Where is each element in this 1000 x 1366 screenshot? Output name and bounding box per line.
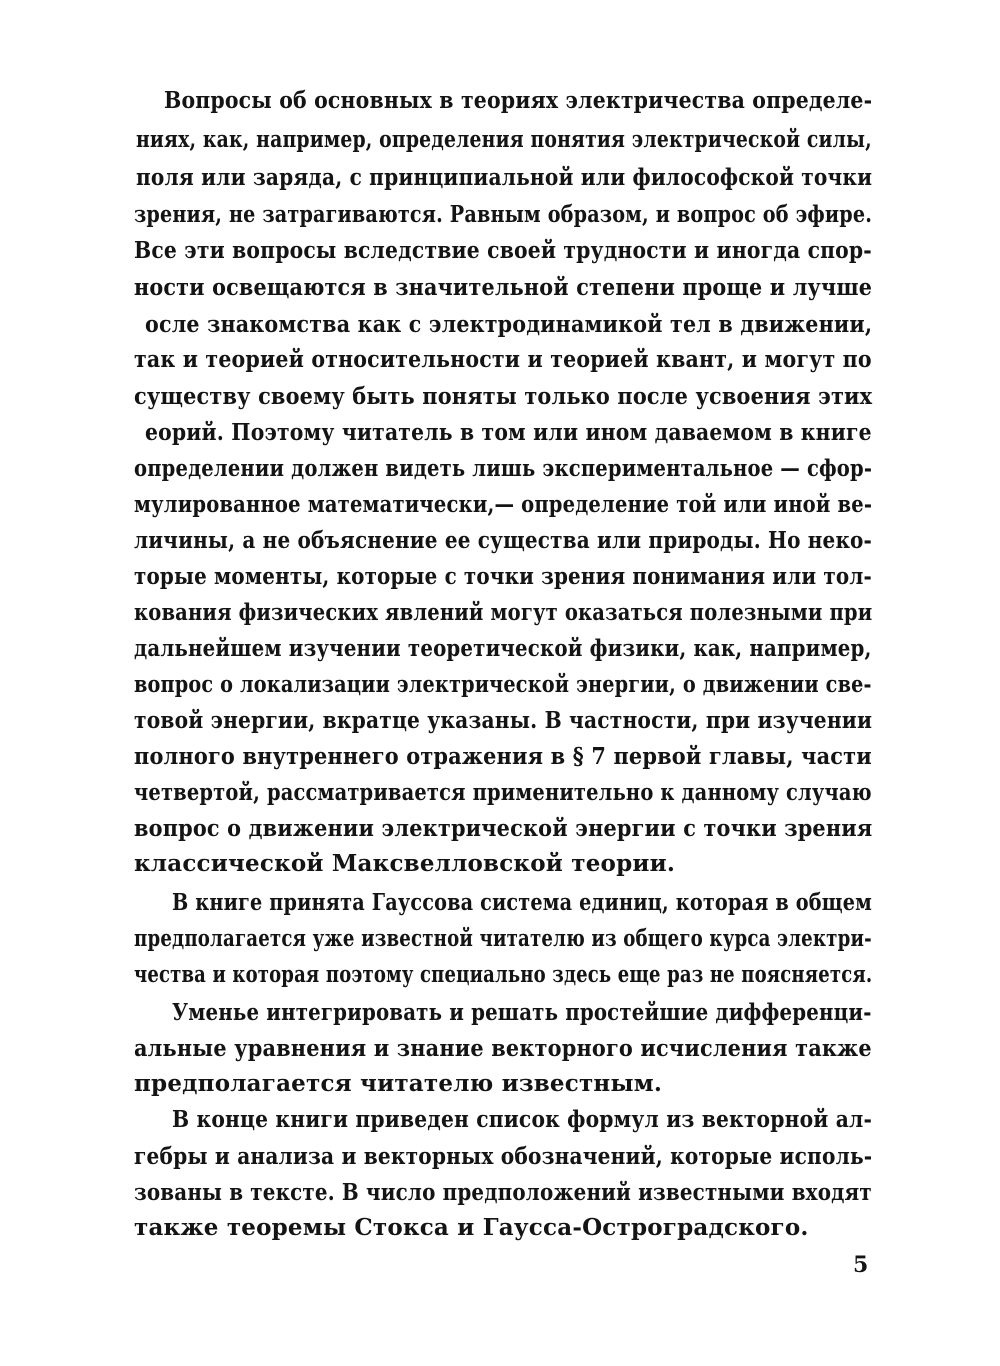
text-line: гебры и анализа и векторных обозначений, которые исполь- — [134, 1143, 873, 1170]
text-line: зрения, не затрагиваются. Равным образом, и вопрос об эфире. — [134, 201, 873, 228]
text-line: мулированное математически,— определение той или иной ве- — [134, 491, 873, 518]
text-line: ниях, как, например, определения понятия электрической силы, — [136, 126, 872, 153]
text-line: поля или заряда, с принципиальной или философской точки — [136, 164, 873, 191]
text-line: вопрос о движении электрической энергии с точки зрения — [134, 815, 873, 842]
page-number: 5 — [853, 1252, 869, 1278]
text-line: личины, а не объяснение ее существа или природы. Но неко- — [134, 527, 873, 554]
text-line: так и теорией относительности и теорией квант, и могут по — [134, 346, 872, 373]
text-line: Вопросы об основных в теориях электричества определе- — [164, 87, 873, 114]
text-line: Все эти вопросы вследствие своей трудности и иногда спор- — [134, 237, 872, 264]
text-line: существу своему быть поняты только после усвоения этих — [134, 383, 873, 410]
text-line: вопрос о локализации электрической энергии, о движении све- — [134, 671, 872, 698]
text-line: полного внутреннего отражения в § 7 первой главы, части — [134, 743, 872, 770]
text-line: товой энергии, вкратце указаны. В частности, при изучении — [134, 707, 873, 734]
text-line: еорий. Поэтому читатель в том или ином даваемом в книге — [145, 419, 872, 446]
text-line: зованы в тексте. В число предположений известными входят — [134, 1179, 872, 1206]
text-line: определении должен видеть лишь экспериментальное — сфор- — [134, 455, 873, 482]
text-line: дальнейшем изучении теоретической физики, как, например, — [134, 635, 872, 662]
text-line: альные уравнения и знание векторного исчисления также — [134, 1035, 872, 1062]
text-line: классической Максвелловской теории. — [134, 850, 676, 877]
text-line: торые моменты, которые с точки зрения понимания или тол- — [134, 563, 872, 590]
text-line: четвертой, рассматривается применительно к данному случаю — [134, 779, 872, 806]
text-line: предполагается читателю известным. — [134, 1070, 663, 1097]
text-line: чества и которая поэтому специально здесь еще раз не поясняется. — [134, 961, 873, 988]
text-line: предполагается уже известной читателю из общего курса электри- — [134, 925, 872, 952]
text-line: также теоремы Стокса и Гаусса-Остроградского. — [134, 1214, 809, 1241]
text-line: Уменье интегрировать и решать простейшие дифференци- — [172, 999, 872, 1026]
text-line: кования физических явлений могут оказаться полезными при — [134, 599, 873, 626]
text-line: В конце книги приведен список формул из векторной ал- — [172, 1106, 873, 1133]
text-line: В книге принята Гауссова система единиц, которая в общем — [172, 889, 873, 916]
text-line: ности освещаются в значительной степени проще и лучше — [134, 274, 873, 301]
text-line: осле знакомства как с электродинамикой тел в движении, — [145, 311, 873, 338]
